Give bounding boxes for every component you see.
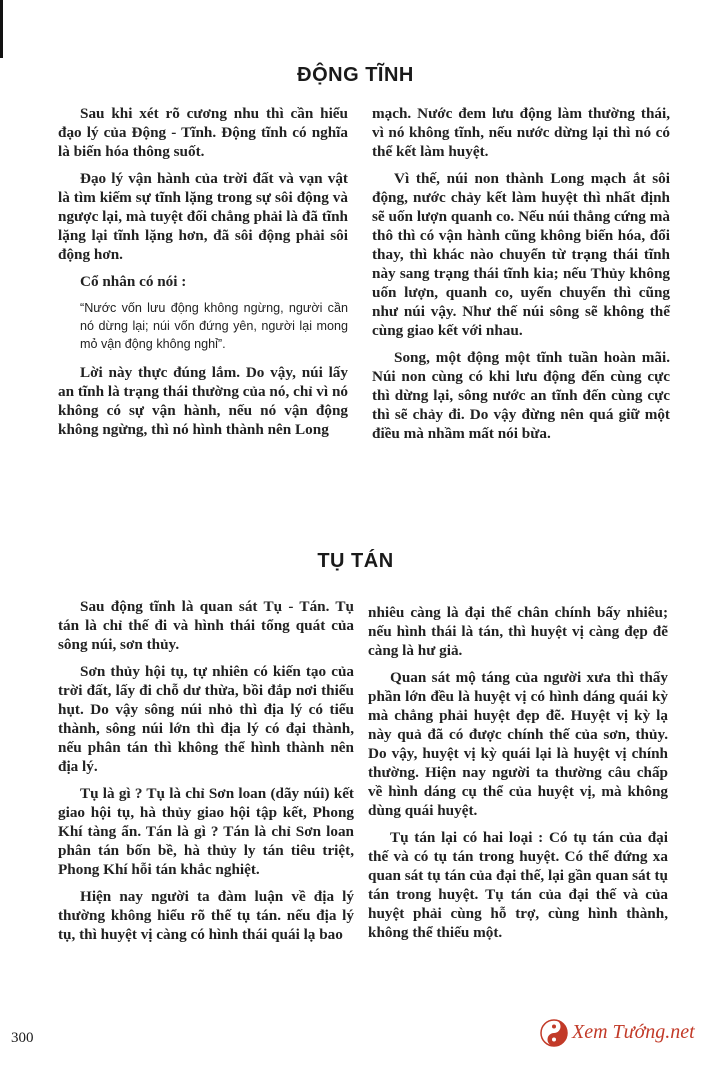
tu-tan-right-column (368, 603, 668, 950)
page-number: 300 (11, 1030, 34, 1046)
paragraph: Sau khi xét rõ cương nhu thì cần hiểu đạo lý của Động - Tĩnh. Động tĩnh có nghĩa là biến hóa thông suốt. (58, 105, 348, 160)
paragraph: nhiêu càng là đại thế chân chính bấy nhiêu; nếu hình thái là tán, thì huyệt vị càng đẹp đẽ càng là hư giả. (368, 604, 668, 659)
section-title-tu-tan: TỤ TÁN (317, 550, 394, 572)
section-title-dong-tinh: ĐỘNG TĨNH (297, 64, 414, 86)
paragraph: Vì thế, núi non thành Long mạch ắt sôi động, nước chảy kết làm huyệt thì nhất định sẽ uốn lượn quanh co. Nếu núi thẳng cứng mà thô thì có vận hành cũng không biến hóa, đổi thay, thì khác nào chuyển từ trạng thái tĩnh này sang trạng thái tĩnh kia; nếu Thủy không uốn lượn, quanh co, uyển chuyển thì cũng như núi vậy. Như thế núi sông sẽ không thể cùng giao kết với nhau. (372, 170, 670, 339)
site-watermark (540, 1012, 708, 1054)
paragraph: Lời này thực đúng lắm. Do vậy, núi lấy an tĩnh là trạng thái thường của nó, chỉ vì nó không có sự vận hành, nếu nó vận động không ngừng, thì nó hình thành nên Long (58, 364, 348, 438)
paragraph: Đạo lý vận hành của trời đất và vạn vật là tìm kiếm sự tĩnh lặng trong sự sôi động và ngược lại, mà tuyệt đối chẳng phải là đã tĩnh lặng lại tĩnh lặng hơn, đã sôi động phải sôi động hơn. (58, 170, 348, 263)
quotation: “Nước vốn lưu động không ngừng, người cần nó dừng lại; núi vốn đứng yên, người lại mong mỏ vận động không nghỉ”. (80, 301, 348, 351)
yin-yang-icon (540, 1019, 568, 1047)
paragraph: mạch. Nước đem lưu động làm thường thái, vì nó không tĩnh, nếu nước dừng lại thì nó có thể kết làm huyệt. (372, 105, 670, 160)
dong-tinh-right-column (372, 104, 670, 451)
paragraph: Sơn thủy hội tụ, tự nhiên có kiến tạo của trời đất, lấy đi chỗ dư thừa, bồi đắp nơi thiếu hụt. Do vậy sông núi nhỏ thì địa lý có tiểu thành, sông núi lớn thì địa lý có đại thành, nếu phân tán thì không thể hình thành nên địa lý. (58, 663, 354, 775)
paragraph: Cổ nhân có nói : (80, 273, 187, 290)
tu-tan-left-column (58, 597, 354, 952)
dong-tinh-left-column (58, 104, 348, 447)
watermark-text: Xem Tướng.net (572, 1021, 695, 1043)
paragraph: Sau động tĩnh là quan sát Tụ - Tán. Tụ tán là chỉ thế đi và hình thái tổng quát của sông núi, sơn thủy. (58, 598, 354, 653)
paragraph: Tụ tán lại có hai loại : Có tụ tán của đại thế và có tụ tán trong huyệt. Có thể đứng xa quan sát tụ tán của đại thế, lại gần quan sát tụ tán trong huyệt. Tụ tán của đại thế và của huyệt phải cùng hỗ trợ, cùng hình thành, không thể thiếu một. (368, 829, 668, 941)
page-edge-mark (0, 0, 3, 58)
paragraph: Quan sát mộ táng của người xưa thì thấy phần lớn đều là huyệt vị có hình dáng quái kỳ mà chẳng phải huyệt đẹp đẽ. Huyệt vị kỳ lạ này quả đã có được chính thế của sơn, thủy. Do vậy, huyệt vị kỳ quái lại là huyệt vị chính thường. Hiện nay người ta thường câu chấp về hình dáng cụ thể của huyệt vị, mà không dùng quái huyệt. (368, 669, 668, 819)
paragraph: Hiện nay người ta đàm luận về địa lý thường không hiểu rõ thế tụ tán. nếu địa lý tụ, thì huyệt vị càng có hình thái quái lạ bao (58, 888, 354, 943)
paragraph: Tụ là gì ? Tụ là chỉ Sơn loan (dãy núi) kết giao hội tụ, hà thủy giao hội tập kết, Phong Khí tàng ẩn. Tán là gì ? Tán là chỉ Sơn loan phân tán bốn bề, hà thủy ly tán tiêu triệt, Phong Khí hỗi tán khắc nghiệt. (58, 785, 354, 878)
paragraph: Song, một động một tĩnh tuần hoàn mãi. Núi non cùng có khi lưu động đến cùng cực thì dừng lại, sông nước an tĩnh đến cùng cực thì sẽ chảy đi. Do vậy đừng nên quá giữ một điều mà nhầm mất nói bừa. (372, 349, 670, 442)
